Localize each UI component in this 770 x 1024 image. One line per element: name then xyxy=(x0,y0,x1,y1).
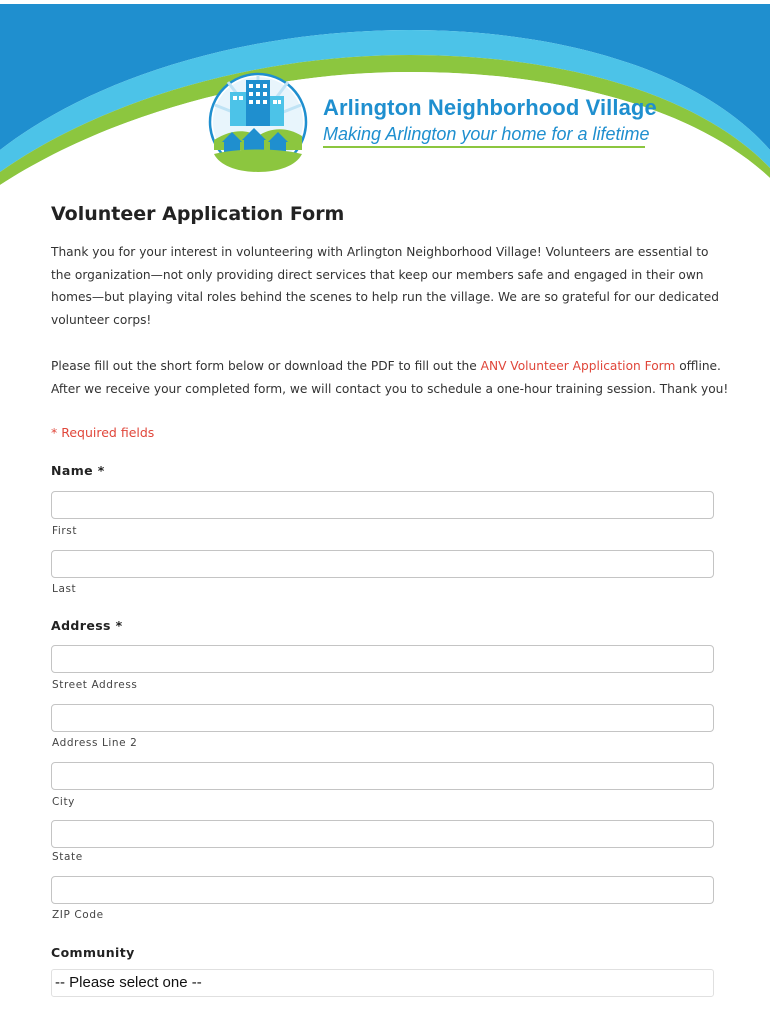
address-line-2-sublabel: Address Line 2 xyxy=(52,737,138,749)
required-fields-note: * Required fields xyxy=(51,425,155,440)
community-select-value: -- Please select one -- xyxy=(55,974,202,991)
name-label: Name * xyxy=(51,463,105,478)
address-label: Address * xyxy=(51,618,123,633)
org-tagline: Making Arlington your home for a lifetime xyxy=(323,124,650,144)
community-label: Community xyxy=(51,945,135,960)
last-name-sublabel: Last xyxy=(52,583,77,595)
address-line-2-input[interactable] xyxy=(51,704,714,732)
state-sublabel: State xyxy=(52,851,83,863)
state-input[interactable] xyxy=(51,820,714,848)
last-name-input[interactable] xyxy=(51,550,714,578)
community-select[interactable] xyxy=(51,969,714,997)
street-address-sublabel: Street Address xyxy=(52,679,138,691)
tagline-underline xyxy=(323,146,645,148)
instructions-text-after-link: offline. After we receive your completed form, we will contact you to schedule a one-hour training session. Thank you! xyxy=(51,359,729,396)
org-name: Arlington Neighborhood Village xyxy=(323,95,657,120)
page-title: Volunteer Application Form xyxy=(51,202,345,225)
header-banner xyxy=(0,0,770,185)
pdf-download-link[interactable]: ANV Volunteer Application Form xyxy=(480,359,676,373)
zip-code-input[interactable] xyxy=(51,876,714,904)
org-logo xyxy=(208,70,308,174)
first-name-input[interactable] xyxy=(51,491,714,519)
header-swoosh-graphic xyxy=(0,0,770,185)
city-input[interactable] xyxy=(51,762,714,790)
intro-paragraph: Thank you for your interest in volunteering with Arlington Neighborhood Village! Volunteers are essential to the organization—not only providing direct services that keep our members safe and engaged in their own homes—but playing vital roles behind the scenes to help run the village. We are so grateful for our dedicated volunteer corps! xyxy=(51,245,720,327)
city-sublabel: City xyxy=(52,796,75,808)
instructions-paragraph xyxy=(51,355,731,400)
street-address-input[interactable] xyxy=(51,645,714,673)
first-name-sublabel: First xyxy=(52,525,78,537)
instructions-text-before-link: Please fill out the short form below or download the PDF to fill out the xyxy=(51,359,481,373)
zip-code-sublabel: ZIP Code xyxy=(52,909,104,921)
